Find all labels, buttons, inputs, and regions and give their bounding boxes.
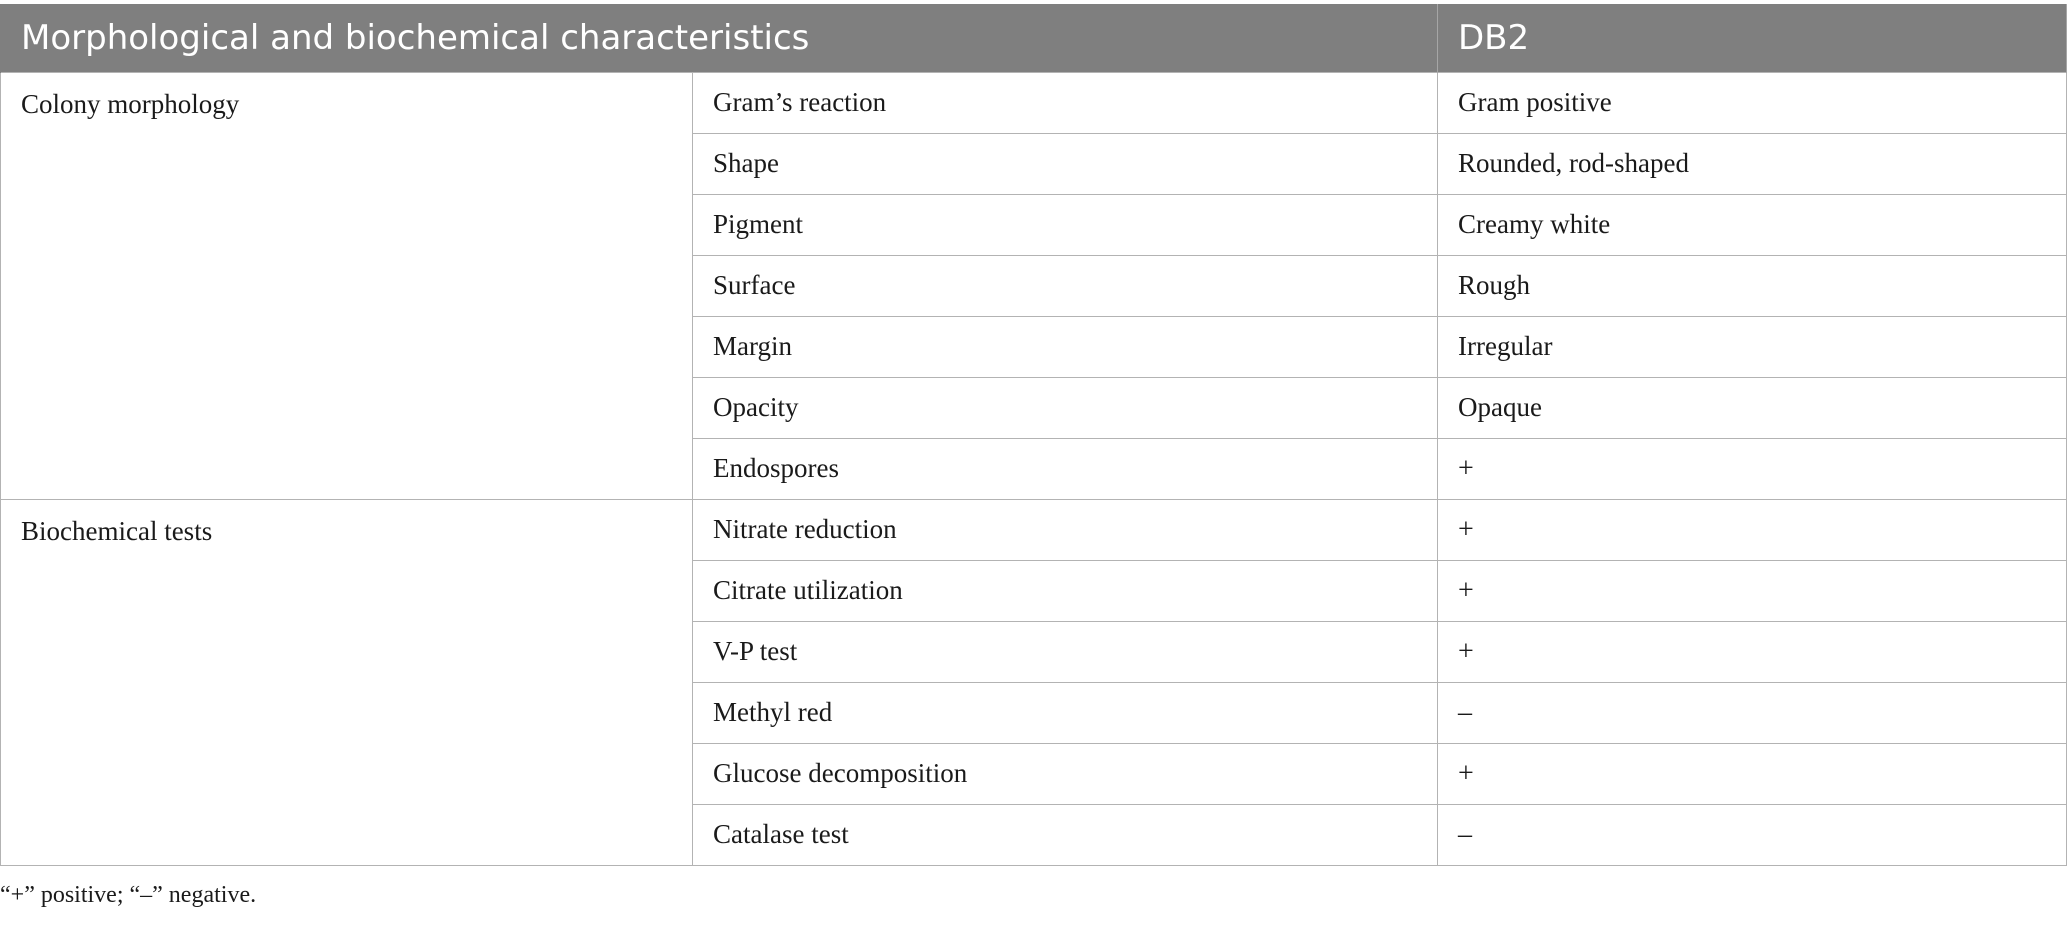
value-cell: –	[1438, 804, 2067, 865]
property-cell: Pigment	[693, 194, 1438, 255]
value-cell: +	[1438, 743, 2067, 804]
property-cell: Shape	[693, 133, 1438, 194]
property-cell: Endospores	[693, 438, 1438, 499]
property-cell: Gram’s reaction	[693, 72, 1438, 133]
value-cell: Opaque	[1438, 377, 2067, 438]
property-cell: Nitrate reduction	[693, 499, 1438, 560]
header-row	[1, 4, 2067, 72]
property-cell: Catalase test	[693, 804, 1438, 865]
table-row	[1, 72, 2067, 133]
property-cell: Surface	[693, 255, 1438, 316]
value-cell: +	[1438, 438, 2067, 499]
property-cell: Opacity	[693, 377, 1438, 438]
table-row	[1, 499, 2067, 560]
group-label-biochemical-tests: Biochemical tests	[1, 499, 693, 865]
value-cell: Gram positive	[1438, 72, 2067, 133]
value-cell: Creamy white	[1438, 194, 2067, 255]
characteristics-table	[0, 4, 2067, 866]
value-cell: +	[1438, 499, 2067, 560]
value-cell: Irregular	[1438, 316, 2067, 377]
property-cell: V-P test	[693, 621, 1438, 682]
value-cell: Rounded, rod-shaped	[1438, 133, 2067, 194]
table-footnote: “+” positive; “–” negative.	[0, 882, 257, 908]
group-label-colony-morphology: Colony morphology	[1, 72, 693, 499]
value-cell: +	[1438, 560, 2067, 621]
property-cell: Margin	[693, 316, 1438, 377]
property-cell: Methyl red	[693, 682, 1438, 743]
header-strain: DB2	[1438, 4, 2067, 72]
property-cell: Glucose decomposition	[693, 743, 1438, 804]
value-cell: +	[1438, 621, 2067, 682]
header-characteristics: Morphological and biochemical characteristics	[1, 4, 1438, 72]
value-cell: Rough	[1438, 255, 2067, 316]
value-cell: –	[1438, 682, 2067, 743]
property-cell: Citrate utilization	[693, 560, 1438, 621]
